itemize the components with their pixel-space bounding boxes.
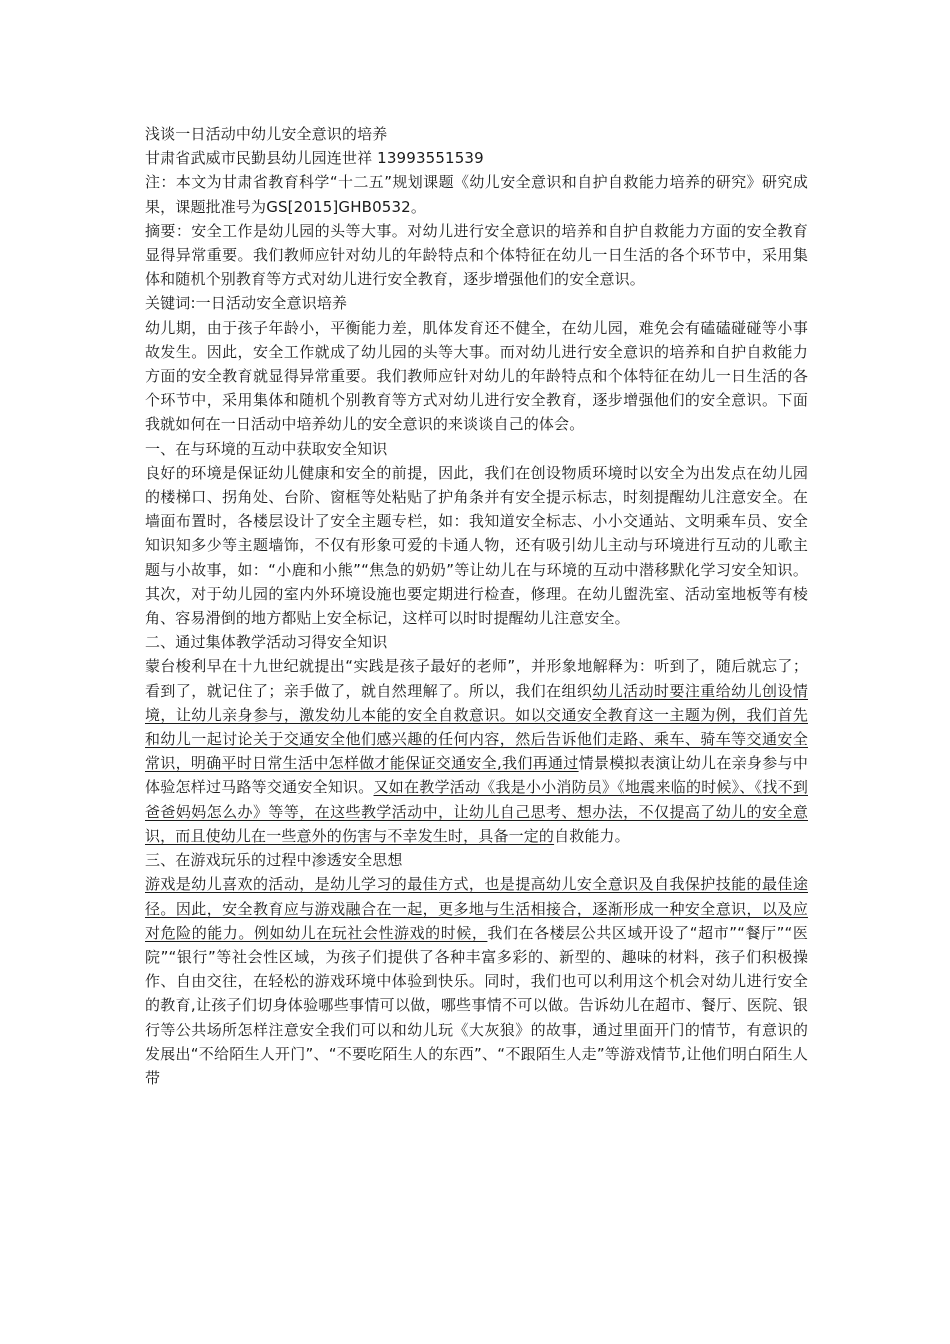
keywords-line: 关键词:一日活动安全意识培养 <box>145 294 348 313</box>
section-3-underlined-a: 游戏是幼儿喜欢的活动，是幼儿学习的最佳方式，也是提高幼儿安全意识及自我保护技能的最佳途径。因此，安全教育应与游戏融合在一起，更多地与生活相接合，逐渐形成一种安全意识，以及应对危险的能力。例如幼儿在玩社会性游戏的时候， <box>145 875 808 942</box>
section-2-text-a: 蒙台梭利早在十九世纪就提出“实践是孩子最好的老师”，并形象地解释为：听到了，随后就忘了；看到了，就记住了；亲手做了，就自然理解了。所以，我们在组织 <box>145 657 808 700</box>
section-2-paragraph <box>145 654 808 848</box>
section-3-paragraph <box>145 872 808 1090</box>
section-2-text-b: 情景模拟表演让幼儿在亲身参与中体验怎样过马路等交通安全知识。 <box>145 754 808 797</box>
document-title: 浅谈一日活动中幼儿安全意识的培养 <box>145 125 388 143</box>
section-heading-1: 一、在与环境的互动中获取安全知识 <box>145 439 388 458</box>
section-2-underlined-b: 又如在教学活动《我是小小消防员》《地震来临的时候》、《找不到爸爸妈妈怎么办》等等，在这些教学活动中，让幼儿自己思考、想办法，不仅提高了幼儿的安全意识，而且使幼儿在一些意外的伤害与不幸发生时，具备一定的 <box>145 778 808 845</box>
section-2-text-c: 自救能力。 <box>554 826 630 845</box>
author-line: 甘肃省武威市民勤县幼儿园连世祥 13993551539 <box>145 149 484 168</box>
section-1-paragraph: 良好的环境是保证幼儿健康和安全的前提，因此，我们在创设物质环境时以安全为出发点在幼儿园的楼梯口、拐角处、台阶、窗框等处粘贴了护角条并有安全提示标志，时刻提醒幼儿注意安全。在墙面布置时，各楼层设计了安全主题专栏，如：我知道安全标志、小小交通站、文明乘车员、安全知识知多少等主题墙饰，不仅有形象可爱的卡通人物，还有吸引幼儿主动与环境进行互动的儿歌主题与小故事，如：“小鹿和小熊”“焦急的奶奶”等让幼儿在与环境的互动中潜移默化学习安全知识。其次，对于幼儿园的室内外环境设施也要定期进行检查，修理。在幼儿盥洗室、活动室地板等有棱角、容易滑倒的地方都贴上安全标记，这样可以时时提醒幼儿注意安全。 <box>145 463 808 628</box>
section-heading-2: 二、通过集体教学活动习得安全知识 <box>145 633 388 652</box>
intro-paragraph: 幼儿期，由于孩子年龄小，平衡能力差，肌体发育还不健全，在幼儿园，难免会有磕磕碰碰等小事故发生。因此，安全工作就成了幼儿园的头等大事。而对幼儿进行安全意识的培养和自护自救能力方面的安全教育就显得异常重要。我们教师应针对幼儿的年龄特点和个体特征在幼儿一日生活的各个环节中，采用集体和随机个别教育等方式对幼儿进行安全教育，逐步增强他们的安全意识。下面我就如何在一日活动中培养幼儿的安全意识的来谈谈自己的体会。 <box>145 318 808 434</box>
document-body <box>145 122 808 1090</box>
section-heading-3: 三、在游戏玩乐的过程中渗透安全思想 <box>145 851 403 870</box>
section-2-underlined-a: 幼儿活动时要注重给幼儿创设情境，让幼儿亲身参与，激发幼儿本能的安全自救意识。如以交通安全教育这一主题为例，我们首先和幼儿一起讨论关于交通安全他们感兴趣的任何内容，然后告诉他们走路、乘车、骑车等交通安全常识，明确平时日常生活中怎样做才能保证交通安全,我们再通过 <box>145 681 808 773</box>
funding-note: 注：本文为甘肃省教育科学“十二五”规划课题《幼儿安全意识和自护自救能力培养的研究》研究成果，课题批准号为GS[2015]GHB0532。 <box>145 173 808 216</box>
section-3-text-a: 我们在各楼层公共区域开设了“超市”“餐厅”“医院”“银行”等社会性区域，为孩子们提供了各种丰富多彩的、新型的、趣味的材料，孩子们积极操作、自由交往，在轻松的游戏环境中体验到快乐。同时，我们也可以利用这个机会对幼儿进行安全的教育,让孩子们切身体验哪些事情可以做，哪些事情不可以做。告诉幼儿在超市、餐厅、医院、银行等公共场所怎样注意安全我们可以和幼儿玩《大灰狼》的故事，通过里面开门的情节，有意识的发展出“不给陌生人开门”、“不要吃陌生人的东西”、“不跟陌生人走”等游戏情节,让他们明白陌生人带 <box>145 923 808 1087</box>
abstract-paragraph: 摘要：安全工作是幼儿园的头等大事。对幼儿进行安全意识的培养和自护自救能力方面的安全教育显得异常重要。我们教师应针对幼儿的年龄特点和个体特征在幼儿一日生活的各个环节中，采用集体和随机个别教育等方式对幼儿进行安全教育，逐步增强他们的安全意识。 <box>145 221 808 289</box>
